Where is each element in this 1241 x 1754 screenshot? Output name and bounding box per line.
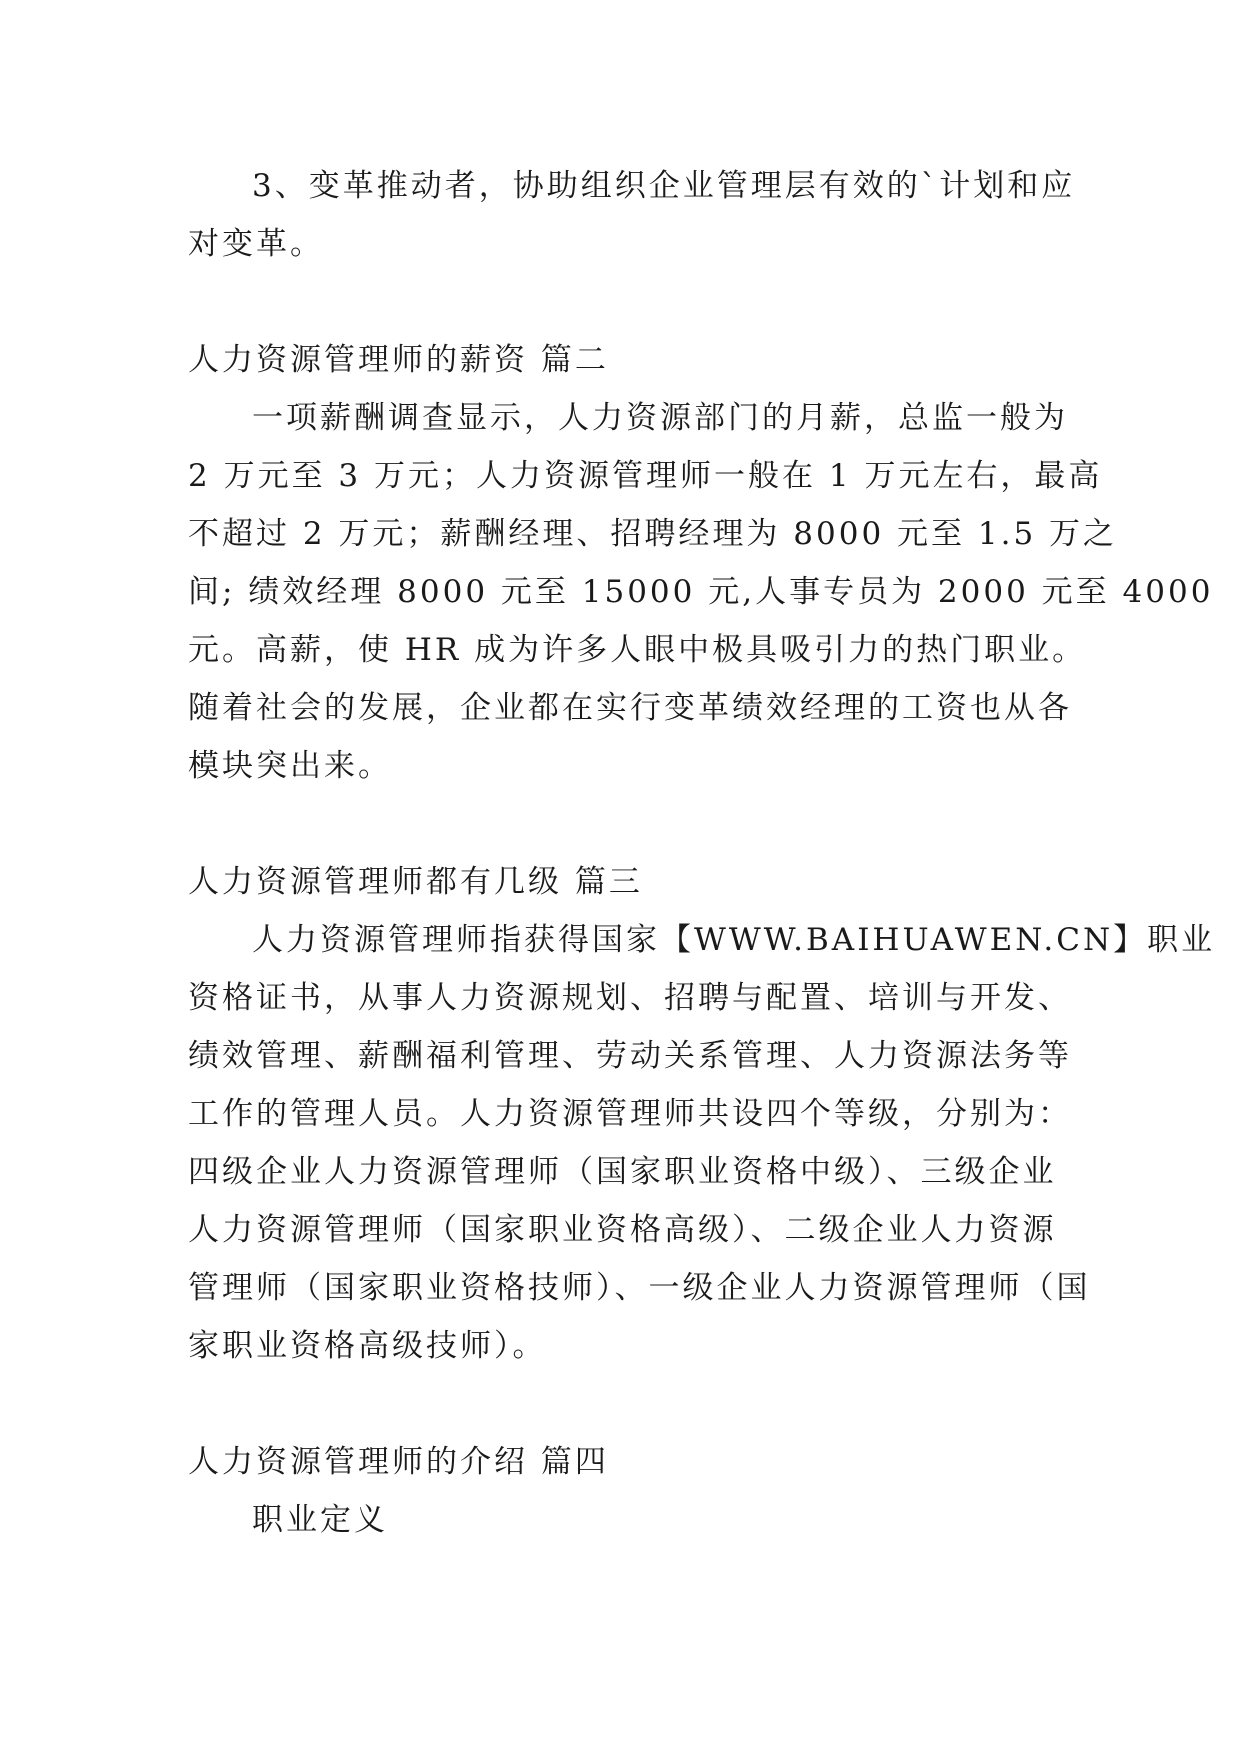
paragraph-line: 随着社会的发展，企业都在实行变革绩效经理的工资也从各 (188, 690, 1072, 726)
paragraph-line: 家职业资格高级技师）。 (188, 1328, 547, 1364)
section-heading: 人力资源管理师的介绍 篇四 (188, 1444, 609, 1480)
paragraph-line: 一项薪酬调查显示，人力资源部门的月薪，总监一般为 (252, 400, 1068, 436)
paragraph-line: 绩效管理、薪酬福利管理、劳动关系管理、人力资源法务等 (188, 1038, 1072, 1074)
section-heading: 人力资源管理师都有几级 篇三 (188, 864, 643, 900)
paragraph-line: 四级企业人力资源管理师（国家职业资格中级）、三级企业 (188, 1154, 1057, 1190)
paragraph-line: 对变革。 (188, 226, 324, 262)
paragraph-line: 3、变革推动者，协助组织企业管理层有效的`计划和应 (252, 168, 1076, 204)
paragraph-line: 职业定义 (252, 1502, 388, 1538)
section-heading: 人力资源管理师的薪资 篇二 (188, 342, 609, 378)
paragraph-line: 管理师（国家职业资格技师）、一级企业人力资源管理师（国 (188, 1270, 1091, 1306)
paragraph-line: 模块突出来。 (188, 748, 392, 784)
paragraph-line: 间; 绩效经理 8000 元至 15000 元,人事专员为 2000 元至 4000 (188, 574, 1214, 610)
paragraph-line: 人力资源管理师（国家职业资格高级）、二级企业人力资源 (188, 1212, 1057, 1248)
paragraph-line: 人力资源管理师指获得国家【WWW.BAIHUAWEN.CN】职业 (252, 922, 1216, 958)
paragraph-line: 工作的管理人员。人力资源管理师共设四个等级，分别为： (188, 1096, 1072, 1132)
paragraph-line: 不超过 2 万元；薪酬经理、招聘经理为 8000 元至 1.5 万之 (188, 516, 1118, 552)
paragraph-line: 资格证书，从事人力资源规划、招聘与配置、培训与开发、 (188, 980, 1072, 1016)
paragraph-line: 2 万元至 3 万元；人力资源管理师一般在 1 万元左右，最高 (188, 458, 1103, 494)
paragraph-line: 元。高薪，使 HR 成为许多人眼中极具吸引力的热门职业。 (188, 632, 1087, 668)
